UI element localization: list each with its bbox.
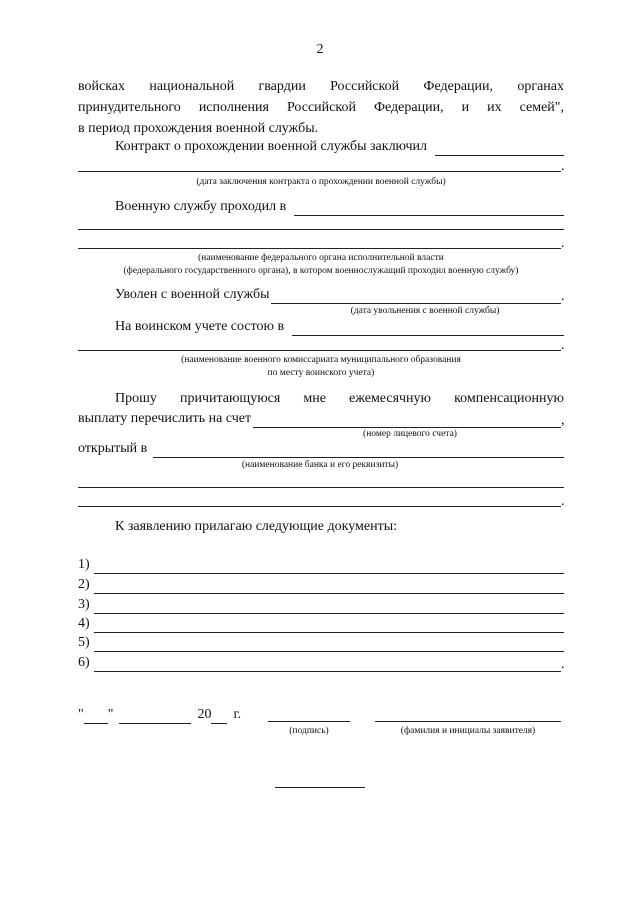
- day-close-quote: ": [107, 707, 114, 722]
- contract-period: .: [561, 159, 565, 174]
- day-field[interactable]: [84, 709, 108, 724]
- contract-label: Контракт о прохождении военной службы заключил: [115, 139, 428, 154]
- document-row-6: [78, 654, 561, 672]
- discharge-label: Уволен с военной службы: [115, 287, 270, 302]
- name-line[interactable]: [375, 721, 561, 722]
- month-field[interactable]: [119, 709, 191, 724]
- account-comma: ,: [561, 413, 565, 428]
- document-field[interactable]: [94, 559, 564, 574]
- year-suffix: г.: [233, 707, 242, 722]
- document-field[interactable]: [94, 637, 564, 652]
- document-field[interactable]: [94, 618, 564, 633]
- year-field[interactable]: [211, 709, 227, 724]
- document-row-5: [78, 634, 564, 652]
- document-row-2: [78, 576, 564, 594]
- service-period: .: [561, 236, 565, 251]
- bank-row: [78, 440, 564, 458]
- bank-field[interactable]: [153, 443, 564, 458]
- request-line-2: выплату перечислить на счет: [78, 411, 252, 426]
- service-line-2[interactable]: [78, 229, 564, 230]
- bank-caption: (наименование банка и его реквизиты): [241, 460, 399, 470]
- service-line-3[interactable]: [78, 248, 561, 249]
- bank-line-2[interactable]: [78, 487, 564, 488]
- registration-line-2[interactable]: [78, 350, 561, 351]
- contract-caption: (дата заключения контракта о прохождении военной службы): [196, 177, 446, 187]
- document-number: 1): [78, 557, 90, 572]
- service-caption-1: (наименование федерального органа исполнительной власти: [198, 253, 444, 263]
- discharge-caption: (дата увольнения с военной службы): [350, 306, 500, 316]
- service-caption-2: (федерального государственного органа), в котором военнослужащий проходил военную службу): [123, 266, 519, 276]
- document-field[interactable]: [94, 657, 561, 672]
- document-number: 4): [78, 616, 90, 631]
- documents-heading: К заявлению прилагаю следующие документы:: [115, 519, 398, 534]
- document-field[interactable]: [94, 599, 564, 614]
- day-open-quote: ": [78, 707, 84, 722]
- account-number-field[interactable]: [253, 413, 561, 428]
- document-row-4: [78, 615, 564, 633]
- registration-label: На воинском учете состою в: [115, 319, 285, 334]
- request-line-1: Прошу причитающуюся мне ежемесячную компенсационную: [115, 391, 564, 406]
- service-field[interactable]: [294, 201, 564, 216]
- registration-row: [115, 318, 564, 336]
- contract-date-line[interactable]: [78, 171, 561, 172]
- intro-line-3: в период прохождения военной службы.: [78, 121, 319, 136]
- registration-field[interactable]: [292, 321, 564, 336]
- document-number: 2): [78, 577, 90, 592]
- document-number: 5): [78, 635, 90, 650]
- page-number: 2: [316, 42, 324, 57]
- contract-row: [115, 138, 564, 156]
- registration-caption-2: по месту воинского учета): [267, 368, 375, 378]
- service-label: Военную службу проходил в: [115, 199, 287, 214]
- discharge-date-field[interactable]: [271, 289, 561, 304]
- service-row: [115, 198, 564, 216]
- year-prefix: 20: [197, 707, 212, 722]
- account-caption: (номер лицевого счета): [363, 429, 457, 439]
- signature-caption: (подпись): [289, 726, 329, 736]
- document-field[interactable]: [94, 579, 564, 594]
- opened-in-label: открытый в: [78, 441, 148, 456]
- contract-date-field[interactable]: [435, 141, 564, 156]
- discharge-period: .: [561, 289, 565, 304]
- account-row: [78, 410, 561, 428]
- closing-divider: [275, 787, 365, 788]
- document-number: 6): [78, 655, 90, 670]
- documents-period: .: [561, 657, 565, 672]
- bank-line-3[interactable]: [78, 506, 561, 507]
- date-row: [78, 706, 248, 724]
- document-row-3: [78, 596, 564, 614]
- signature-line[interactable]: [268, 721, 350, 722]
- registration-period: .: [561, 338, 565, 353]
- discharge-row: [115, 286, 561, 304]
- registration-caption-1: (наименование военного комиссариата муниципального образования: [181, 355, 461, 365]
- bank-period: .: [561, 494, 565, 509]
- document-row-1: [78, 556, 564, 574]
- name-caption: (фамилия и инициалы заявителя): [400, 726, 536, 736]
- intro-line-1: войсках национальной гвардии Российской Федерации, органах: [78, 79, 564, 94]
- document-number: 3): [78, 597, 90, 612]
- intro-line-2: принудительного исполнения Российской Федерации, и их семей",: [78, 100, 564, 115]
